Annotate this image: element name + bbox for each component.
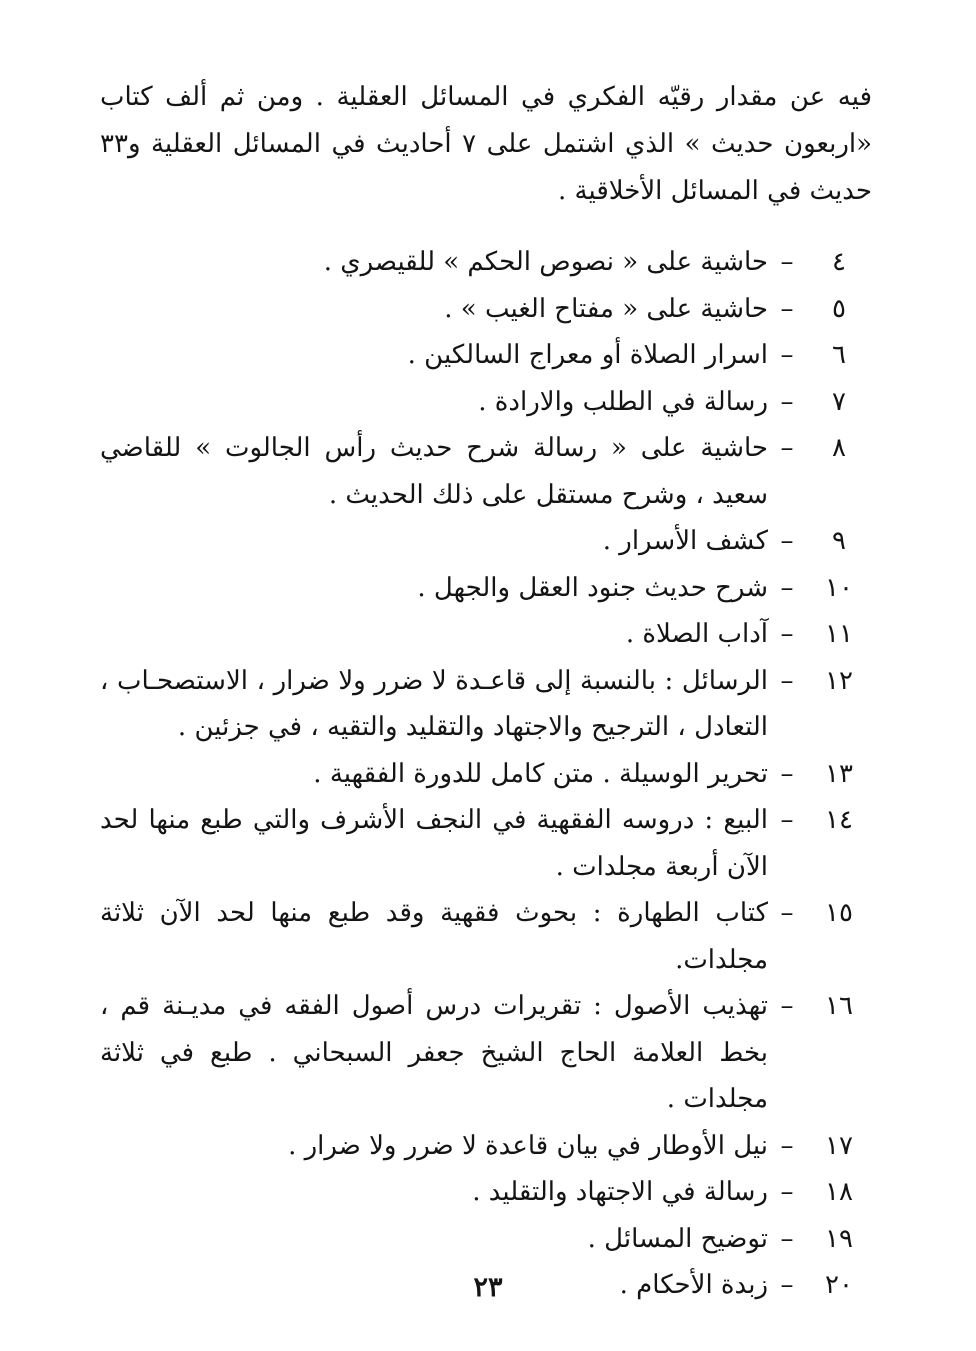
item-text: شرح حديث جنود العقل والجهل . — [417, 572, 768, 603]
item-number: ٥ — [832, 293, 846, 324]
list-item — [100, 425, 872, 518]
item-number: ١٧ — [825, 1130, 853, 1161]
item-text: رسالة في الاجتهاد والتقليد . — [472, 1177, 768, 1207]
item-number: ١٤ — [825, 805, 853, 835]
list-item — [100, 518, 872, 565]
item-number: ٧ — [832, 386, 846, 417]
item-text: توضيح المسائل . — [587, 1223, 768, 1254]
item-dash: – — [780, 247, 794, 277]
list-item — [100, 1169, 872, 1216]
list-item — [100, 611, 872, 658]
item-text: البيع : دروسه الفقهية في النجف الأشرف والتي طبع منها لحد الآن أربعة مجلدات . — [100, 805, 768, 882]
list-item — [100, 890, 872, 983]
list-item — [100, 286, 872, 333]
item-text: حاشية على « مفتاح الغيب » . — [444, 293, 768, 324]
item-text: كشف الأسرار . — [602, 526, 768, 556]
item-dash: – — [780, 572, 794, 603]
item-dash: – — [780, 433, 794, 463]
item-number: ٩ — [832, 526, 846, 556]
item-text: كتاب الطهارة : بحوث فقهية وقد طبع منها لحد الآن ثلاثة مجلدات. — [100, 898, 768, 975]
item-text: اسرار الصلاة أو معراج السالكين . — [407, 340, 768, 370]
item-dash: – — [780, 1270, 794, 1300]
item-text: تحرير الوسيلة . متن كامل للدورة الفقهية . — [313, 758, 768, 789]
item-dash: – — [780, 1130, 794, 1161]
works-list — [100, 239, 872, 1309]
item-number: ٢٠ — [825, 1270, 853, 1300]
item-number: ١٢ — [825, 665, 853, 696]
item-dash: – — [780, 991, 794, 1021]
list-item — [100, 1216, 872, 1263]
item-dash: – — [780, 293, 794, 324]
item-number: ١٦ — [825, 991, 853, 1021]
intro-paragraph: فيه عن مقدار رقيّه الفكري في المسائل العقلية . ومن ثم ألف كتاب «اربعون حديث » الذي اشتمل على ٧ أحاديث في المسائل العقلية و٣٣ حديث في المسائل الأخلاقية . — [100, 82, 873, 206]
item-dash: – — [780, 665, 794, 696]
item-number: ٨ — [832, 433, 846, 463]
list-item — [100, 658, 872, 751]
item-dash: – — [780, 340, 794, 370]
list-item — [100, 239, 872, 286]
list-item — [100, 379, 872, 426]
item-text: زبدة الأحكام . — [619, 1270, 768, 1300]
item-dash: – — [780, 758, 794, 789]
item-dash: – — [780, 1177, 794, 1207]
item-number: ١٩ — [825, 1223, 853, 1254]
item-text: رسالة في الطلب والارادة . — [478, 386, 768, 417]
list-item — [100, 1123, 872, 1170]
item-dash: – — [780, 526, 794, 556]
list-item — [100, 983, 872, 1123]
item-number: ١١ — [825, 619, 853, 649]
list-item — [100, 565, 872, 612]
item-text: آداب الصلاة . — [625, 619, 768, 649]
item-dash: – — [780, 805, 794, 835]
item-dash: – — [780, 898, 794, 928]
list-item — [100, 751, 872, 798]
item-number: ١٠ — [825, 572, 853, 603]
item-dash: – — [780, 1223, 794, 1254]
item-number: ١٨ — [825, 1177, 853, 1207]
item-text: الرسائل : بالنسبة إلى قاعـدة لا ضرر ولا ضرار ، الاستصحـاب ، التعادل ، الترجيح والاجتهاد والتقليد والتقيه ، في جزئين . — [100, 665, 768, 742]
item-text: نيل الأوطار في بيان قاعدة لا ضرر ولا ضرار . — [288, 1130, 768, 1161]
item-dash: – — [780, 386, 794, 417]
item-text: تهذيب الأصول : تقريرات درس أصول الفقه في مديـنة قم ، بخط العلامة الحاج الشيخ جعفر السبحاني . طبع في ثلاثة مجلدات . — [100, 991, 768, 1114]
item-text: حاشية على « نصوص الحكم » للقيصري . — [323, 247, 768, 277]
list-item — [100, 332, 872, 379]
item-dash: – — [780, 619, 794, 649]
item-number: ١٣ — [825, 758, 853, 789]
item-text: حاشية على « رسالة شرح حديث رأس الجالوت » للقاضي سعيد ، وشرح مستقل على ذلك الحديث . — [100, 433, 768, 510]
item-number: ٦ — [832, 340, 846, 370]
page-number: ٢٣ — [473, 1272, 503, 1303]
item-number: ١٥ — [825, 898, 853, 928]
list-item — [100, 797, 872, 890]
item-number: ٤ — [832, 247, 846, 277]
